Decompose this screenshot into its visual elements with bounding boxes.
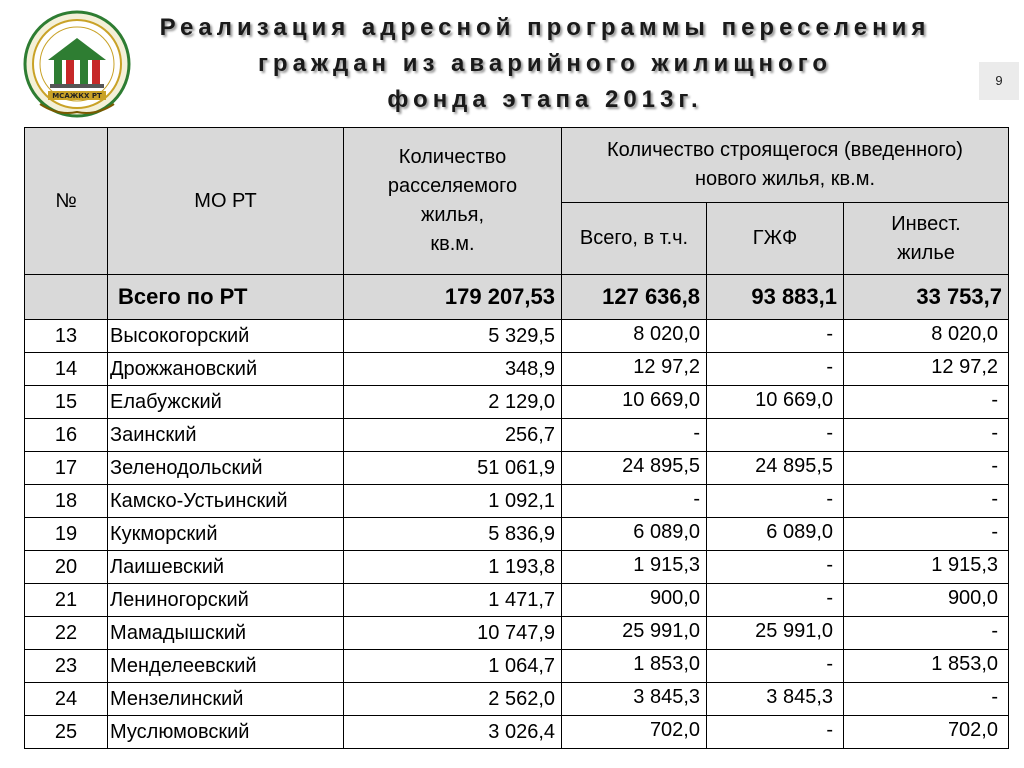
total-row-number: [25, 275, 108, 320]
row-gzhf: -: [707, 716, 844, 749]
table-row: [25, 353, 1009, 386]
row-mo: Кукморский: [108, 518, 344, 551]
header-resettled-line: кв.м.: [430, 233, 475, 255]
row-invest: -: [844, 518, 1009, 551]
row-resettled: 2 562,0: [344, 683, 562, 716]
row-invest: -: [844, 683, 1009, 716]
row-resettled: 1 064,7: [344, 650, 562, 683]
row-invest: -: [844, 485, 1009, 518]
header-resettled-line: жилья,: [420, 204, 485, 226]
header-invest: [844, 203, 1009, 275]
title-line-3: фонда этапа 2013г.: [387, 86, 703, 113]
total-row-label: Всего по РТ: [108, 275, 344, 320]
row-number: 16: [25, 419, 108, 452]
row-resettled: 1 092,1: [344, 485, 562, 518]
row-built-total: 1 915,3: [562, 551, 707, 584]
table-row: [25, 617, 1009, 650]
row-built-total: 12 97,2: [562, 353, 707, 386]
header-number: №: [25, 128, 108, 275]
row-number: 18: [25, 485, 108, 518]
resettlement-table: [24, 127, 1009, 749]
row-number: 24: [25, 683, 108, 716]
title-line-2: граждан из аварийного жилищного: [257, 50, 833, 77]
row-number: 22: [25, 617, 108, 650]
table-row: [25, 551, 1009, 584]
row-resettled: 51 061,9: [344, 452, 562, 485]
row-invest: 702,0: [844, 716, 1009, 749]
row-built-total: 10 669,0: [562, 386, 707, 419]
row-number: 23: [25, 650, 108, 683]
row-mo: Камско-Устьинский: [108, 485, 344, 518]
row-gzhf: 25 991,0: [707, 617, 844, 650]
table-row: [25, 650, 1009, 683]
row-number: 13: [25, 320, 108, 353]
row-resettled: 1 471,7: [344, 584, 562, 617]
row-resettled: 256,7: [344, 419, 562, 452]
row-number: 20: [25, 551, 108, 584]
row-gzhf: -: [707, 485, 844, 518]
total-row-resettled: 179 207,53: [344, 275, 562, 320]
header-built-line: Количество строящегося (введенного): [607, 139, 963, 161]
table-row: [25, 683, 1009, 716]
header-resettled-line: расселяемого: [387, 175, 518, 197]
row-number: 14: [25, 353, 108, 386]
row-resettled: 348,9: [344, 353, 562, 386]
row-resettled: 5 836,9: [344, 518, 562, 551]
row-mo: Муслюмовский: [108, 716, 344, 749]
row-gzhf: -: [707, 584, 844, 617]
row-number: 15: [25, 386, 108, 419]
row-resettled: 5 329,5: [344, 320, 562, 353]
header-invest-line: жилье: [897, 241, 955, 264]
header-built-line: нового жилья, кв.м.: [694, 168, 876, 190]
row-built-total: 25 991,0: [562, 617, 707, 650]
row-built-total: 900,0: [562, 584, 707, 617]
row-resettled: 1 193,8: [344, 551, 562, 584]
row-mo: Менделеевский: [108, 650, 344, 683]
header-resettled: [344, 128, 562, 275]
row-mo: Высокогорский: [108, 320, 344, 353]
row-mo: Мензелинский: [108, 683, 344, 716]
row-mo: Дрожжановский: [108, 353, 344, 386]
row-mo: Мамадышский: [108, 617, 344, 650]
total-row-gzhf: 93 883,1: [707, 275, 844, 320]
row-number: 21: [25, 584, 108, 617]
row-built-total: 1 853,0: [562, 650, 707, 683]
table-row: [25, 485, 1009, 518]
row-gzhf: -: [707, 419, 844, 452]
table-row: [25, 584, 1009, 617]
page-title: [150, 10, 940, 118]
total-row: [25, 275, 1009, 320]
row-mo: Заинский: [108, 419, 344, 452]
header-built-group: [562, 128, 1009, 203]
row-number: 19: [25, 518, 108, 551]
table-row: [25, 518, 1009, 551]
ministry-logo: [18, 8, 136, 124]
row-invest: -: [844, 419, 1009, 452]
row-mo: Елабужский: [108, 386, 344, 419]
row-number: 25: [25, 716, 108, 749]
row-resettled: 2 129,0: [344, 386, 562, 419]
row-invest: 8 020,0: [844, 320, 1009, 353]
header-resettled-line: Количество: [398, 146, 507, 168]
row-invest: 900,0: [844, 584, 1009, 617]
table-row: [25, 320, 1009, 353]
row-built-total: 3 845,3: [562, 683, 707, 716]
row-built-total: -: [562, 485, 707, 518]
header-mo: МО РТ: [108, 128, 344, 275]
row-gzhf: 3 845,3: [707, 683, 844, 716]
table-row: [25, 716, 1009, 749]
table-row: [25, 452, 1009, 485]
ministry-logo-emblem-icon: [18, 8, 136, 124]
logo-text: МСАЖКХ РТ: [52, 92, 102, 100]
header-gzhf: ГЖФ: [707, 203, 844, 275]
row-gzhf: 10 669,0: [707, 386, 844, 419]
row-number: 17: [25, 452, 108, 485]
row-resettled: 3 026,4: [344, 716, 562, 749]
row-built-total: 8 020,0: [562, 320, 707, 353]
row-gzhf: -: [707, 353, 844, 386]
table-row: [25, 386, 1009, 419]
row-resettled: 10 747,9: [344, 617, 562, 650]
row-invest: -: [844, 386, 1009, 419]
row-invest: 1 915,3: [844, 551, 1009, 584]
row-mo: Зеленодольский: [108, 452, 344, 485]
page-number: 9: [979, 62, 1019, 100]
row-built-total: 24 895,5: [562, 452, 707, 485]
row-gzhf: -: [707, 650, 844, 683]
row-built-total: 702,0: [562, 716, 707, 749]
row-mo: Лаишевский: [108, 551, 344, 584]
row-invest: -: [844, 617, 1009, 650]
row-gzhf: 24 895,5: [707, 452, 844, 485]
row-gzhf: -: [707, 551, 844, 584]
row-built-total: 6 089,0: [562, 518, 707, 551]
row-invest: 12 97,2: [844, 353, 1009, 386]
table-row: [25, 419, 1009, 452]
total-row-built: 127 636,8: [562, 275, 707, 320]
row-gzhf: 6 089,0: [707, 518, 844, 551]
row-built-total: -: [562, 419, 707, 452]
row-gzhf: -: [707, 320, 844, 353]
row-invest: -: [844, 452, 1009, 485]
header-invest-line: Инвест.: [891, 212, 961, 235]
header-total: Всего, в т.ч.: [562, 203, 707, 275]
row-mo: Лениногорский: [108, 584, 344, 617]
total-row-invest: 33 753,7: [844, 275, 1009, 320]
row-invest: 1 853,0: [844, 650, 1009, 683]
title-line-1: Реализация адресной программы переселения: [159, 14, 931, 41]
